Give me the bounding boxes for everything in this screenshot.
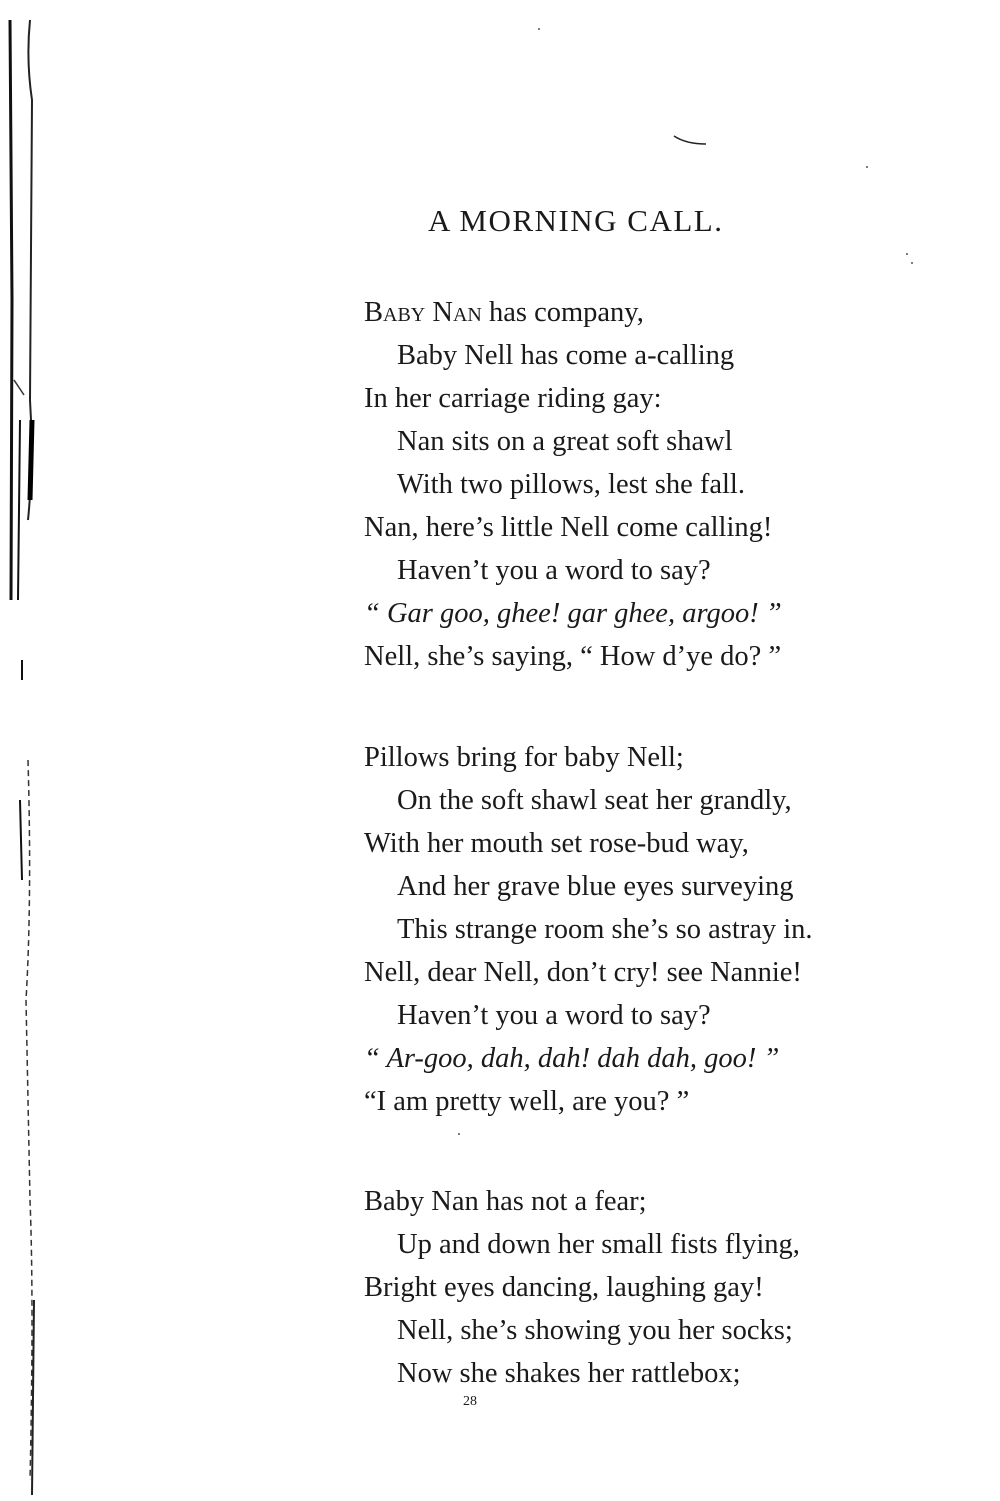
speck [906, 253, 908, 255]
poem-line [364, 291, 984, 334]
speck [911, 262, 913, 264]
poem-line: Bright eyes dancing, laughing gay! [364, 1272, 764, 1303]
poem-title: A MORNING CALL. [428, 203, 724, 238]
speck [866, 166, 868, 168]
stanza-2 [364, 736, 984, 1123]
poem-line: With two pillows, lest she fall. [397, 469, 745, 500]
poem-line: Now she shakes her rattlebox; [397, 1358, 741, 1389]
poem-line: “I am pretty well, are you? ” [364, 1086, 690, 1117]
poem-line: Nan, here’s little Nell come calling! [364, 512, 773, 543]
ornament-dash [672, 132, 708, 148]
binding-gutter [0, 0, 60, 1501]
poem-line: With her mouth set rose-bud way, [364, 828, 749, 859]
poem-line-babble: “ Gar goo, ghee! gar ghee, argoo! ” [364, 598, 782, 629]
poem-line: Nell, dear Nell, don’t cry! see Nannie! [364, 957, 802, 988]
page-number: 28 [463, 1394, 477, 1409]
poem-line: Pillows bring for baby Nell; [364, 742, 684, 773]
poem-line: Up and down her small fists flying, [397, 1229, 800, 1260]
line-lead: Baby Nan [364, 297, 482, 328]
line-rest: has company, [488, 297, 644, 328]
poem-line: Haven’t you a word to say? [397, 1000, 711, 1031]
poem-line: On the soft shawl seat her grandly, [397, 785, 792, 816]
poem-line: Haven’t you a word to say? [397, 555, 711, 586]
stanza-3 [364, 1180, 984, 1395]
poem-line: Nan sits on a great soft shawl [397, 426, 733, 457]
poem-line: This strange room she’s so astray in. [397, 914, 813, 945]
poem-line: Nell, she’s showing you her socks; [397, 1315, 793, 1346]
speck [538, 28, 540, 30]
poem-line: Baby Nan has not a fear; [364, 1186, 647, 1217]
poem-line-babble: “ Ar-goo, dah, dah! dah dah, goo! ” [364, 1043, 780, 1074]
poem-line: Baby Nell has come a-calling [397, 340, 735, 371]
stanza-1 [364, 291, 984, 678]
speck [458, 1133, 460, 1135]
poem-line: Nell, she’s saying, “ How d’ye do? ” [364, 641, 782, 672]
poem-line: And her grave blue eyes surveying [397, 871, 794, 902]
poem-line: In her carriage riding gay: [364, 383, 662, 414]
